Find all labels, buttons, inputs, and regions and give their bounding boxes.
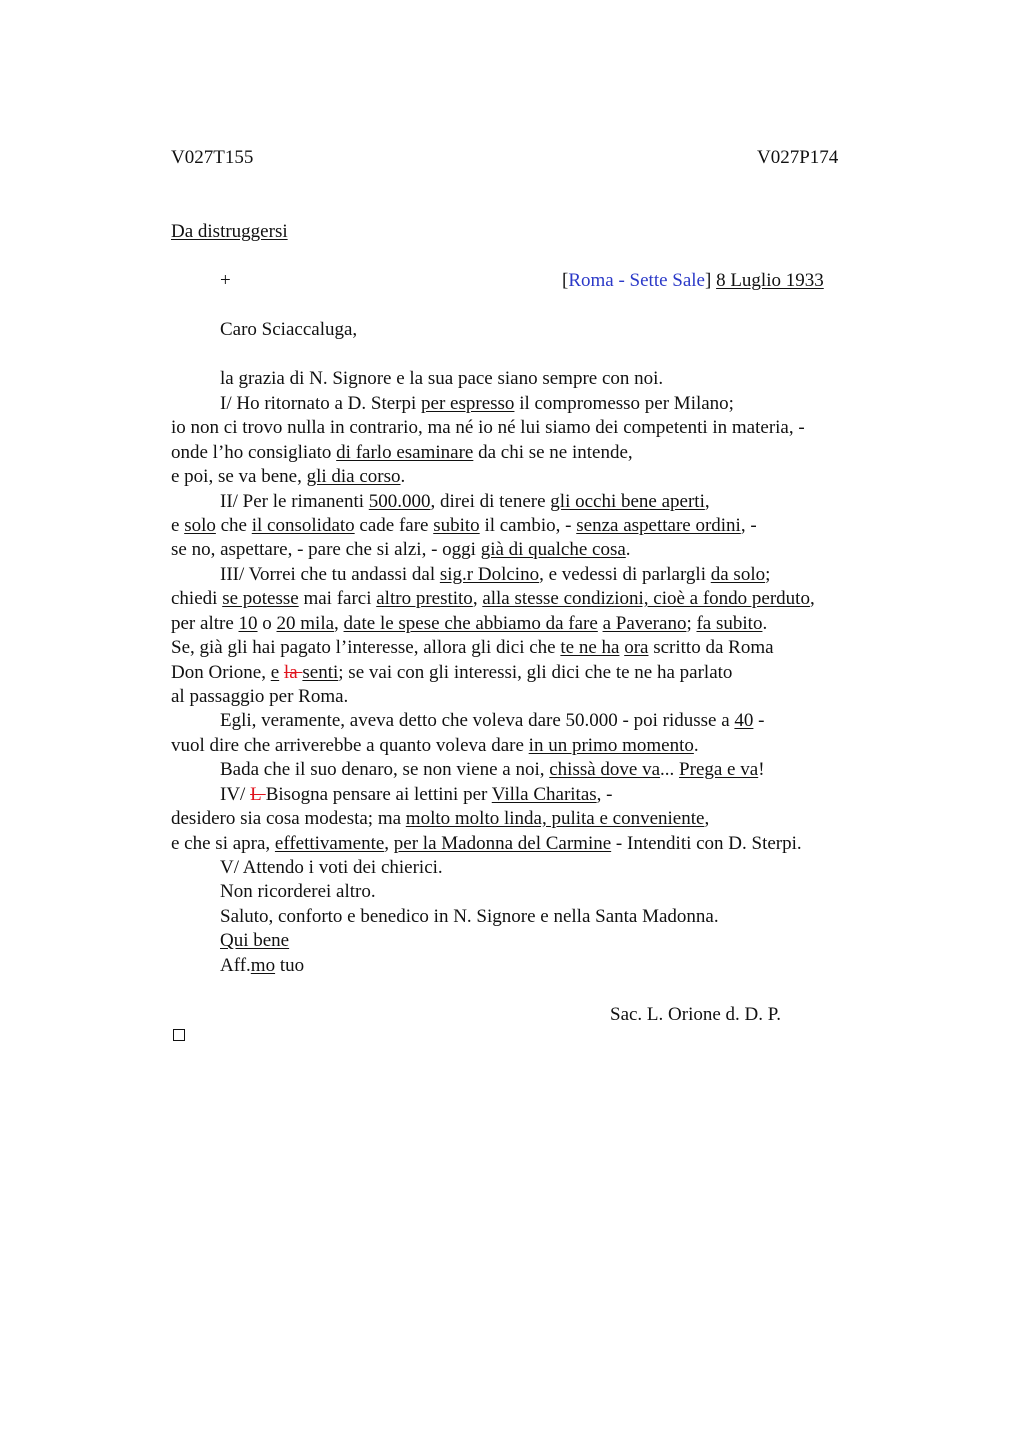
letter-date: 8 Luglio 1933 <box>716 270 824 291</box>
struck-text: L <box>250 784 266 805</box>
signature: Sac. L. Orione d. D. P. <box>610 1004 781 1025</box>
salutation: Caro Sciaccaluga, <box>220 319 358 340</box>
square-box-icon <box>173 1029 185 1041</box>
bracket-close: ] <box>705 270 712 291</box>
body-line: V/ Attendo i voti dei chierici. <box>220 857 443 878</box>
body-line: Saluto, conforto e benedico in N. Signore e nella Santa Madonna. <box>220 906 719 927</box>
left-code: V027T155 <box>171 147 254 168</box>
closing-line: Aff.mo tuo <box>220 955 305 976</box>
body-line: desidero sia cosa modesta; ma molto molto linda, pulita e conveniente, <box>171 808 710 829</box>
body-line: I/ Ho ritornato a D. Sterpi per espresso il compromesso per Milano; <box>220 393 734 414</box>
body-line: al passaggio per Roma. <box>171 686 349 707</box>
struck-text: la <box>283 662 303 683</box>
body-line: II/ Per le rimanenti 500.000, direi di tenere gli occhi bene aperti, <box>220 491 710 512</box>
body-line: chiedi se potesse mai farci altro prestito, alla stesse condizioni, cioè a fondo perduto, <box>171 588 815 609</box>
body-line: e solo che il consolidato cade fare subito il cambio, - senza aspettare ordini, - <box>171 515 757 536</box>
body-line: e che si apra, effettivamente, per la Madonna del Carmine - Intenditi con D. Sterpi. <box>171 833 802 854</box>
place-date <box>562 269 824 293</box>
place-name: Roma - Sette Sale <box>568 270 705 291</box>
right-code: V027P174 <box>757 147 839 168</box>
body-line: III/ Vorrei che tu andassi dal sig.r Dolcino, e vedessi di parlargli da solo; <box>220 564 771 585</box>
body-line: Non ricorderei altro. <box>220 881 376 902</box>
body-line: Don Orione, e la senti; se vai con gli interessi, gli dici che te ne ha parlato <box>171 662 733 683</box>
body-line: la grazia di N. Signore e la sua pace siano sempre con noi. <box>220 368 664 389</box>
body-line: Qui bene <box>220 930 290 951</box>
body-line: Bada che il suo denaro, se non viene a noi, chissà dove va... Prega e va! <box>220 759 765 780</box>
body-line: per altre 10 o 20 mila, date le spese che abbiamo da fare a Paverano; fa subito. <box>171 613 768 634</box>
body-line: io non ci trovo nulla in contrario, ma né io né lui siamo dei competenti in materia, - <box>171 417 805 438</box>
body-line: e poi, se va bene, gli dia corso. <box>171 466 406 487</box>
bracket-open: [ <box>562 270 569 291</box>
body-line: Se, già gli hai pagato l’interesse, allora gli dici che te ne ha ora scritto da Roma <box>171 637 774 658</box>
body-line: Egli, veramente, aveva detto che voleva dare 50.000 - poi ridusse a 40 - <box>220 710 765 731</box>
cross-mark: + <box>220 270 231 291</box>
destroy-note: Da distruggersi <box>171 221 288 242</box>
body-line: vuol dire che arriverebbe a quanto voleva dare in un primo momento. <box>171 735 699 756</box>
body-line: onde l’ho consigliato di farlo esaminare da chi se ne intende, <box>171 442 633 463</box>
body-line: IV/ L Bisogna pensare ai lettini per Villa Charitas, - <box>220 784 613 805</box>
body-line: se no, aspettare, - pare che si alzi, - oggi già di qualche cosa. <box>171 539 631 560</box>
